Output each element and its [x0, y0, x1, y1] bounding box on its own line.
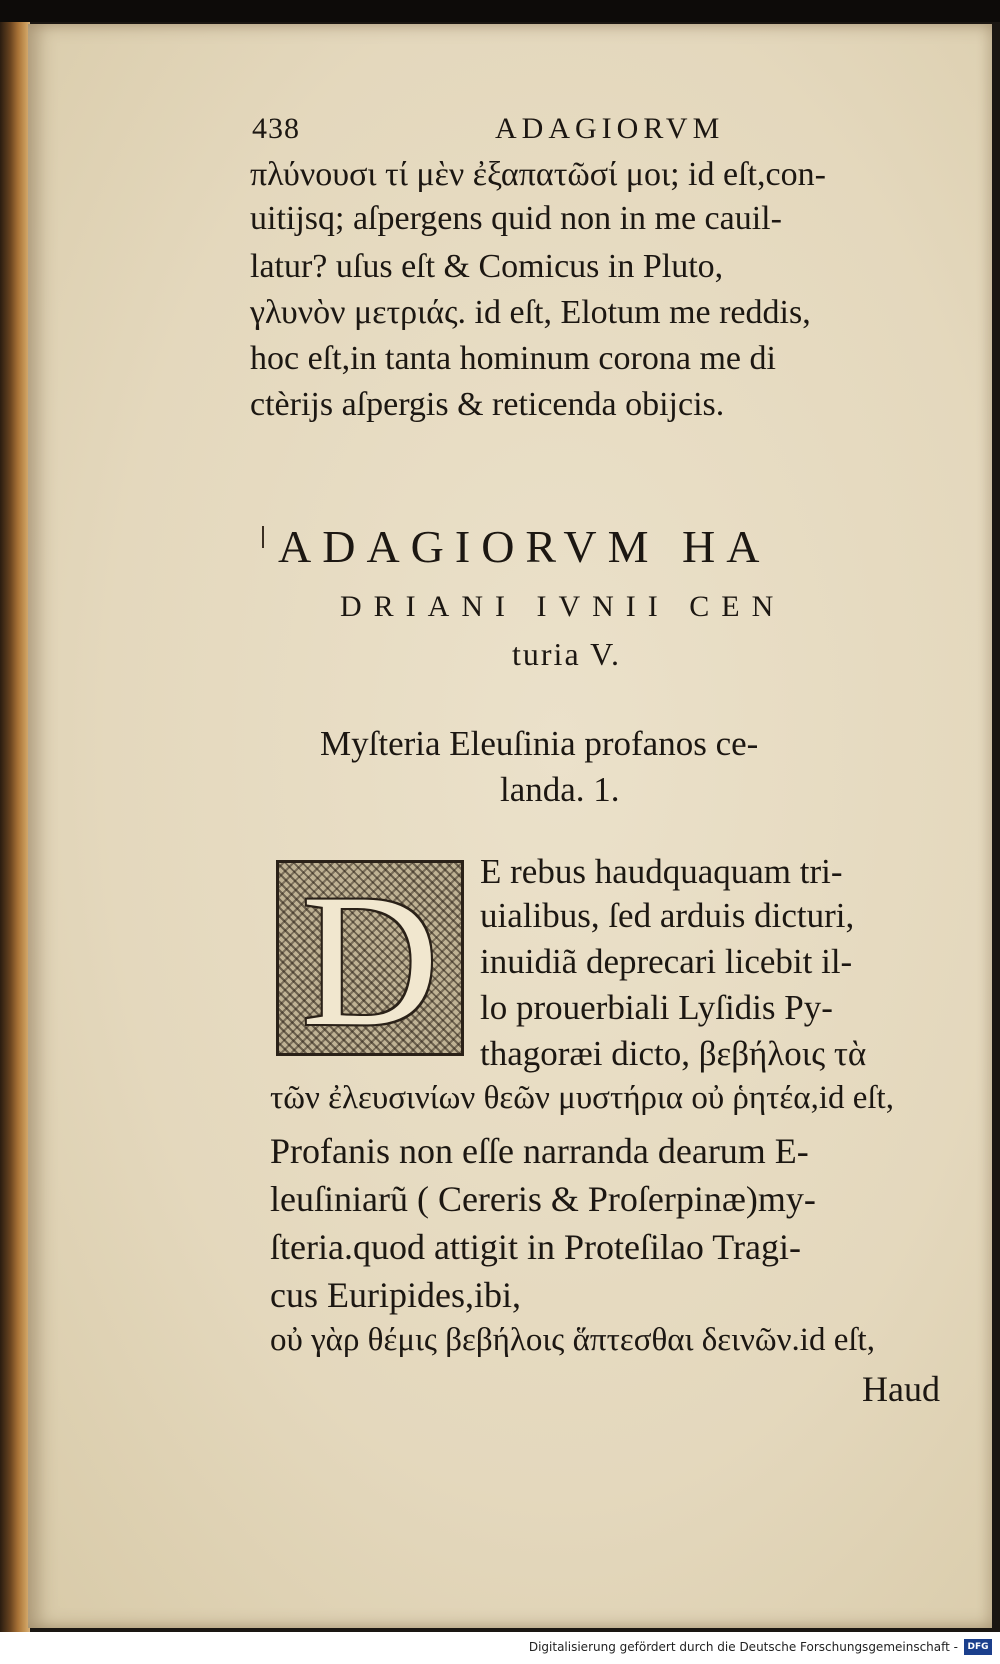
preceding-text-line: latur? uſus eſt & Comicus in Pluto, [250, 248, 724, 285]
body-text-line: τῶν ἐλευσινίων θεῶν μυστήρια οὐ ῥητέα,id eſt, [270, 1080, 894, 1116]
margin-mark [262, 526, 264, 548]
body-text-line: cus Euripides,ibi, [270, 1275, 521, 1315]
preceding-text-line: hoc eſt,in tanta hominum corona me di [250, 340, 776, 377]
scan-top-border [0, 0, 1000, 22]
body-text-line: Profanis non eſſe narranda dearum E- [270, 1131, 809, 1171]
book-fore-edge [0, 22, 30, 1632]
dfg-logo: DFG [964, 1639, 992, 1655]
preceding-text-line: uitijsq; aſpergens quid non in me cauil- [250, 200, 782, 237]
running-head: ADAGIORVM [495, 112, 725, 145]
digitization-footer [0, 1632, 1000, 1664]
adage-title-line-2: landa. 1. [500, 770, 620, 809]
page-number: 438 [252, 112, 300, 145]
decorated-initial [276, 856, 464, 1066]
body-text-line: inuidiã deprecari licebit il- [480, 942, 853, 981]
body-text-line: οὐ γὰρ θέμις βεβήλοις ἅπτεσθαι δεινῶν.id eſt, [270, 1322, 875, 1358]
body-text-line: lo prouerbiali Lyſidis Py- [480, 988, 833, 1027]
body-text-line: ſteria.quod attigit in Proteſilao Tragi- [270, 1227, 801, 1267]
initial-letter: D [301, 856, 439, 1066]
preceding-text-line: πλύνουσι τί μὲν ἐξαπατῶσί μοι; id eſt,con- [250, 156, 826, 193]
section-heading-line-2: DRIANI IVNII CEN [340, 590, 786, 623]
catchword: Haud [862, 1369, 940, 1409]
body-text-line: thagoræi dicto, βεβήλοις τὰ [480, 1034, 867, 1073]
section-heading-line-3: turia V. [512, 636, 622, 672]
body-text-line: uialibus, ſed arduis dicturi, [480, 896, 855, 935]
funding-credit: Digitalisierung gefördert durch die Deutsche Forschungsgemeinschaft - [528, 1640, 958, 1654]
section-heading-line-1: ADAGIORVM HA [278, 521, 771, 572]
preceding-text-line: ctèrijs aſpergis & reticenda obijcis. [250, 386, 725, 423]
body-text-line: leuſiniarũ ( Cereris & Proſerpinæ)my- [270, 1179, 816, 1219]
preceding-text-line: γλυνὸν μετριάς. id eſt, Elotum me reddis, [250, 294, 811, 331]
adage-title-line-1: Myſteria Eleuſinia profanos ce- [320, 724, 759, 763]
body-text-line: E rebus haudquaquam tri- [480, 852, 843, 891]
